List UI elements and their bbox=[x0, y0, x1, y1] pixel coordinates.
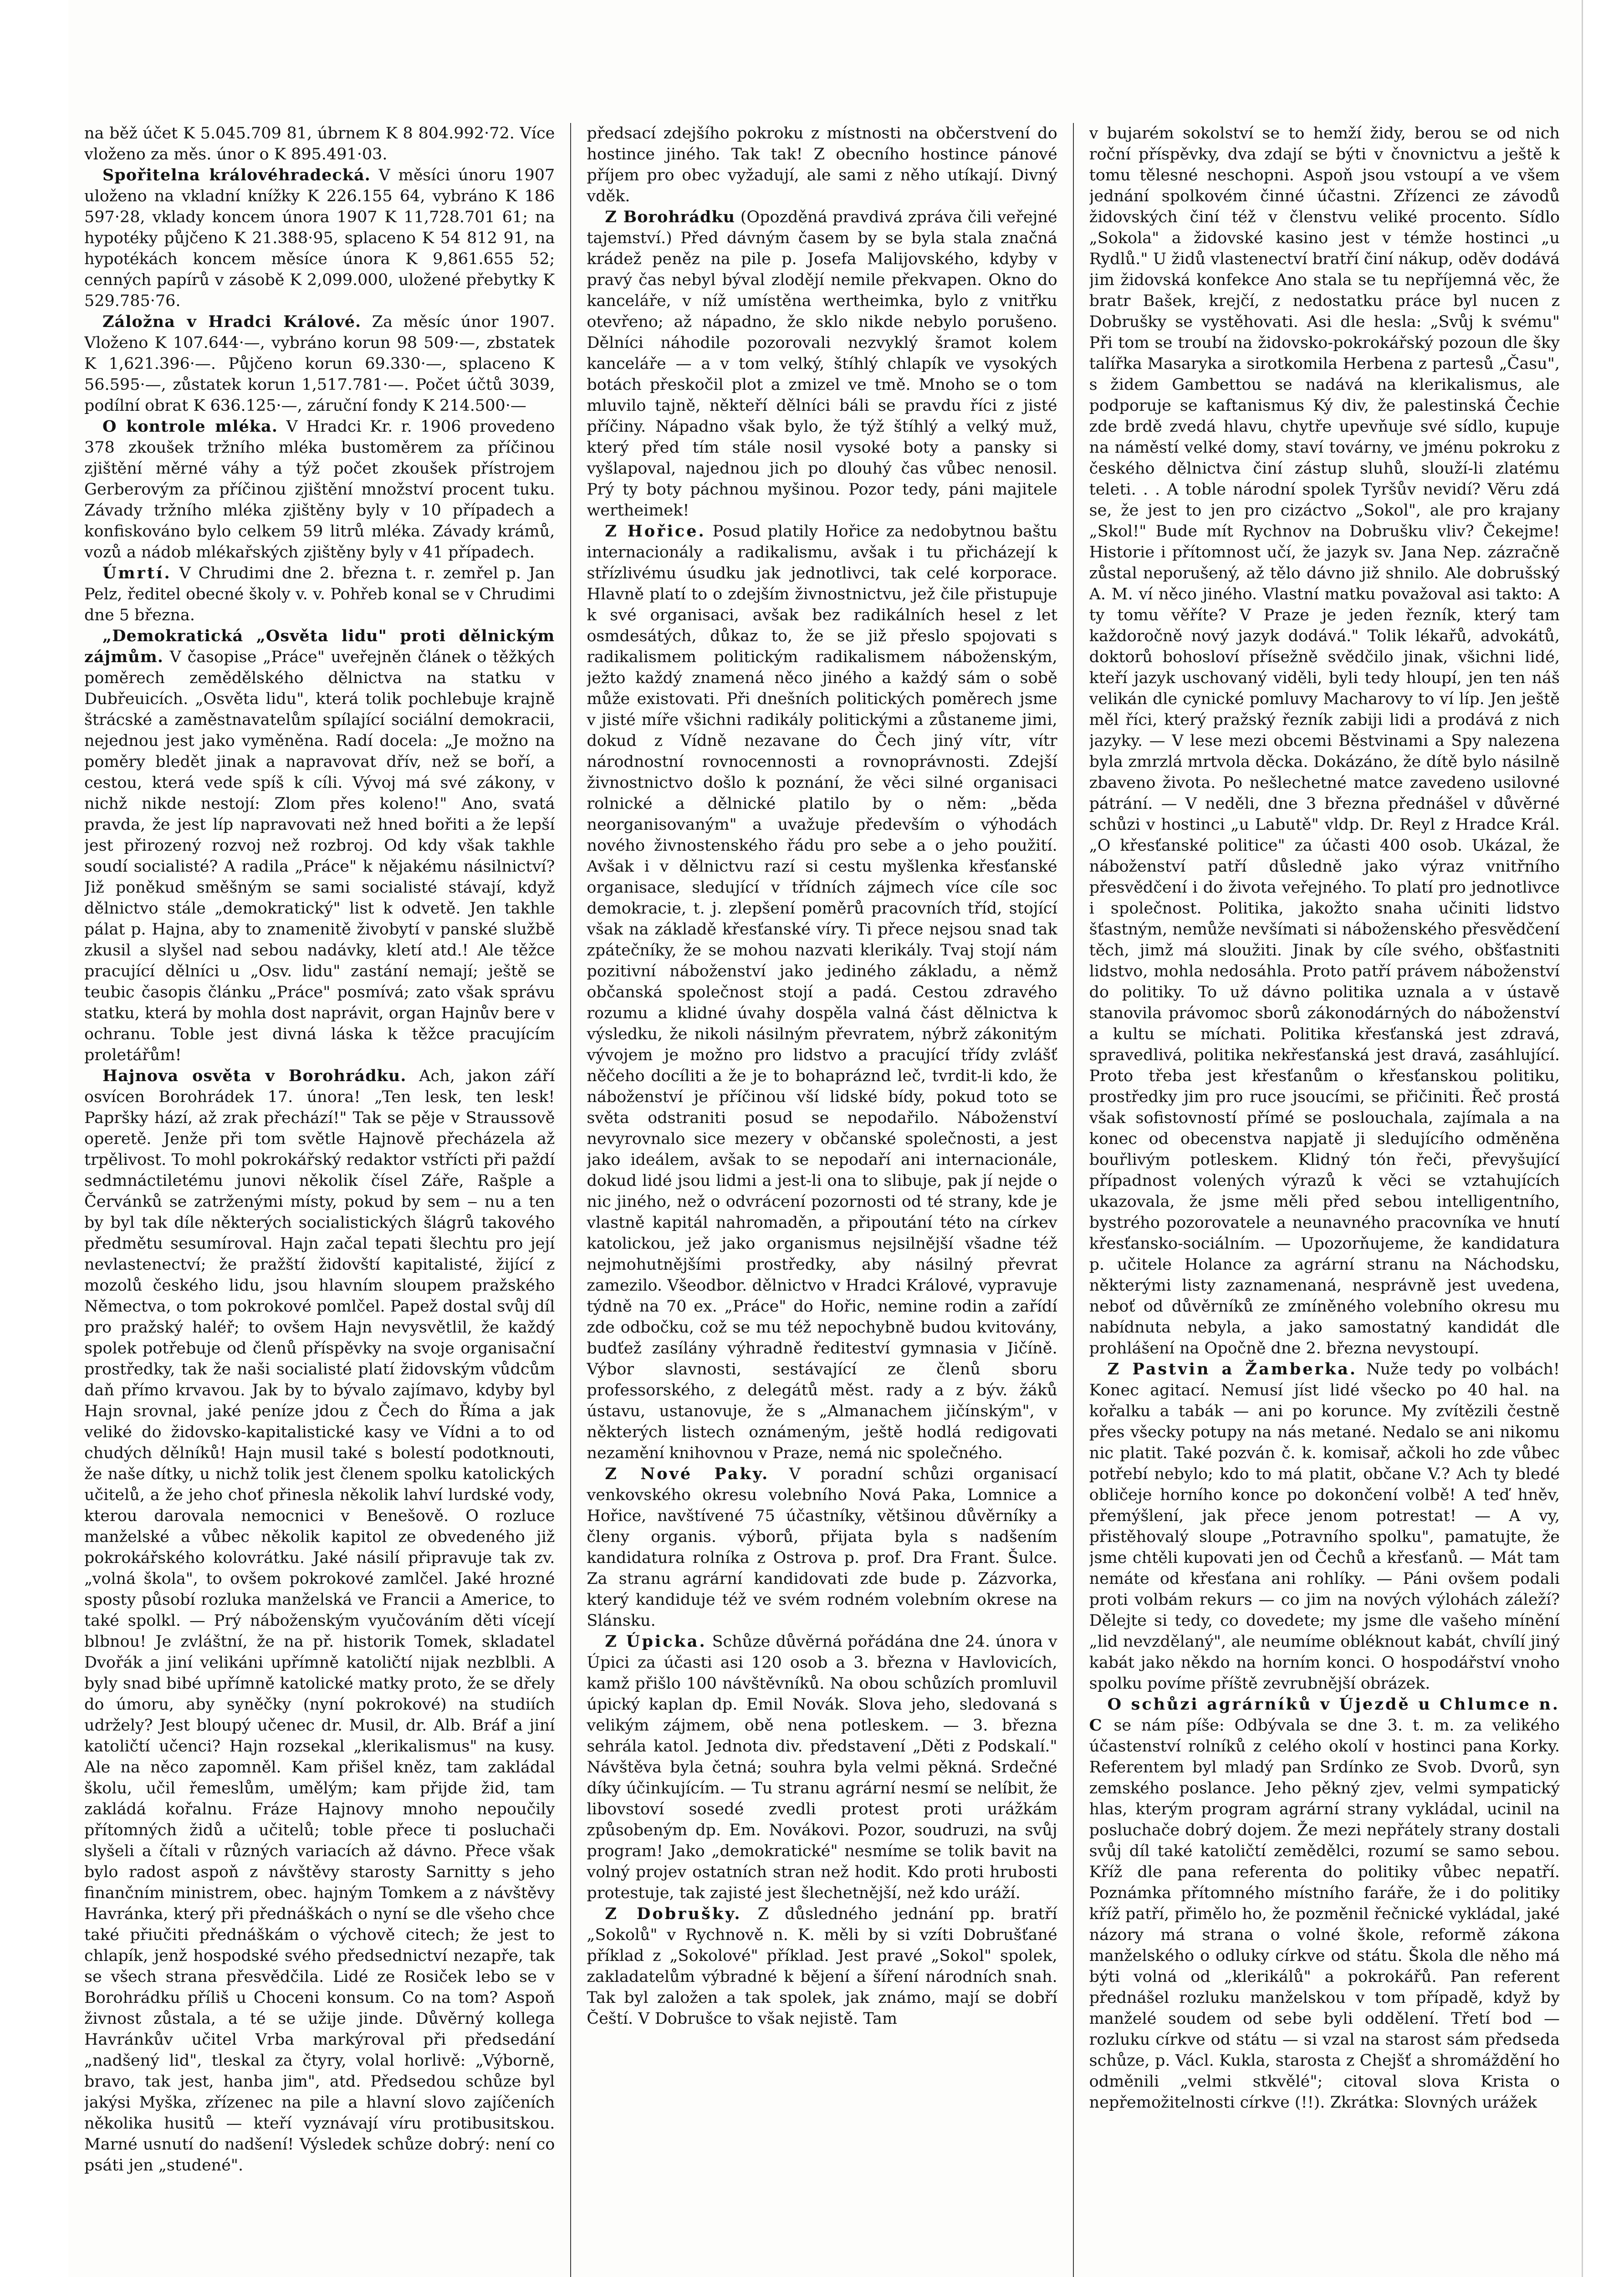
article-heading: O schůzi agrárníků v Újezdě u Chlumce n. C bbox=[1089, 1695, 1560, 1735]
article-paragraph bbox=[587, 1904, 1057, 2029]
article-heading: Z Pastvin a Žamberka. bbox=[1107, 1360, 1358, 1378]
article-heading: Spořitelna královéhradecká. bbox=[102, 166, 371, 184]
paragraph-text: Schůze důvěrná pořádána dne 24. února v Úpici za účasti asi 120 osob a 3. března v Havlovicích, kamž přišlo 100 návštěvníků. Na obou schůzích promluvil úpický kaplan dp. Emil Novák. Slova jeho, sledovaná s velikým zájmem, obě nena potleskem. — 3. března sehrála katol. Jednota div. představení „Děti z Podskalí." Návštěva byla četná; souhra byla velmi pěkná. Srdečné díky účinkujícím. — Tu stranu agrární nesmí se nelíbit, že libovstoví sosedé zvedli protest proti urážkám způsobeným dp. Em. Novákovi. Pozor, soudruzi, na svůj program! Jako „demokratické" nesmíme se tolik bavit na volný projev ostatních stran než hodit. Kdo proti hrubosti protestuje, tak zajisté jest šlechetnější, než kdo uráží. bbox=[587, 1633, 1057, 1902]
column-rule bbox=[570, 123, 571, 2277]
article-paragraph bbox=[1089, 1359, 1560, 1694]
paragraph-text: (Opozděná pravdivá zpráva čili veřejné tajemství.) Před dávným časem by se byla stala značná krádež peněz na pile p. Josefa Malijovského, kdyby v pravý čas nebyl býval zlodějí nemile překvapen. Okno do kanceláře, v níž umístěna wertheimka, bylo z vnitřku otevřeno; až nápadno, že sklo nikde nebylo porušeno. Dělníci náhodile pozorovali nezvyklý šramot kolem kanceláře — a v tom velký, štíhlý chlapík ve vysokých botách přeskočil plot a zmizel ve tmě. Mnoho se o tom mluvilo tajně, někteří dělníci báli se pravdu říci z jisté příčiny. Nápadno však bylo, že týž štíhlý a velký muž, který před tím stále nosil vysoké boty a pansky si vyšlapoval, najednou jich po dlouhý čas vůbec nenosil. Prý ty boty páchnou myšinou. Pozor tedy, páni majitele wertheimek! bbox=[587, 208, 1057, 520]
article-heading: Z Úpicka. bbox=[605, 1632, 707, 1651]
paragraph-text: na běž účet K 5.045.709 81, úbrnem K 8 804.992·72. Více vloženo za měs. únor o K 895.491·03. bbox=[84, 124, 555, 163]
paragraph-text: V měsíci únoru 1907 uloženo na vkladní knížky K 226.155 64, vybráno K 186 597·28, vklady koncem února 1907 K 11,728.701 61; na hypotéky půjčeno K 21.388·95, splaceno K 54 812 91, na hypotékách koncem měsíce února K 9,861.655 52; cenných papírů v zásobě K 2,099.000, uložené přebytky K 529.785·76. bbox=[84, 166, 555, 310]
article-paragraph bbox=[84, 563, 555, 626]
article-heading: „Demokratická „Osvěta lidu" proti dělnickým zájmům. bbox=[84, 627, 555, 666]
paragraph-text: V Chrudimi dne 2. března t. r. zemřel p. Jan Pelz, ředitel obecné školy v. v. Pohřeb konal se v Chrudimi dne 5 března. bbox=[84, 564, 555, 624]
article-paragraph bbox=[84, 1066, 555, 2176]
article-paragraph bbox=[587, 1631, 1057, 1904]
paragraph-text: Ach, jakon září osvícen Borohrádek 17. února! „Ten lesk, ten lesk! Papršky hází, až zrak přechází!" Tak se pěje v Straussově operetě. Jenže při tom světle Hajnově přecházela až trpělivost. To mohl pokrokářský redaktor vstřícti při paždí sedmnáctiletému junovi několik čísel Záře, Rašple a Červánků se zatrženými místy, pokud by sem ‒ nu a ten by byl tak díle některých socialistických šlágrů takového předmětu sesumíroval. Hajn začal tepati šlechtu pro její nevlastenectví; že pražští židovští kapitalisté, žijící z mozolů českého lidu, jsou hlavním sloupem pražského Němectva, o tom pokrokové pomlčel. Papež dostal svůj díl pro pražský haléř; to ovšem Hajn nevysvětlil, že každý spolek potřebuje od členů příspěvky na svoje organisační prostředky, tak že naši socialisté platí židovským vůdcům daň přímo krvavou. Jak by to bývalo zajímavo, kdyby byl Hajn srovnal, jaké peníze jdou z Čech do Říma a jak veliké do židovsko-kapitalistické kasy ve Vídni a to od chudých dělníků! Hajn musil také s bolestí podotknouti, že naše dítky, u nichž tolik jest členem spolku katolických učitelů, a že jeho choť přinesla několik lahví lurdské vody, kterou darovala nemocnici v Benešově. O rozluce manželské a vůbec několik kapitol ze obvedeného již pokrokářského kolovrátku. Jaké násilí připravuje tak zv. „volná škola", to ovšem pokrokové zamlčel. Jaké hrozné sposty působí rozluka manželská ve Francii a Americe, to také spolkl. — Prý náboženským vyučováním děti vícejí blbnou! Je zvláštní, že na př. historik Tomek, skladatel Dvořák a jiní velikáni upřímně katoličtí nijak nezblbli. A byly snad bibé upřímně katolické matky proto, že se dřely do úmoru, aby syněčky (nyní pokrokové) na studiích udržely? Jest bloupý učenec dr. Musil, dr. Alb. Bráf a jiní katoličtí učenci? Hajn rozsekal „klerikalismus" na kusy. Ale na něco zapomněl. Kam přišel kněz, tam zakládal školu, učil řemeslům, umělým; kam přijde žid, tam zakládá kořalnu. Fráze Hajnovy mnoho nepoučily přítomných židů a učitelů; toble přece ti posluchači slyšeli a čítali v různých variacích až dávno. Přece však bylo radost aspoň z návštěvy starosty Sarnitty s jeho finančním ministrem, obec. hajným Tomkem a z návštěvy Havránka, který při přednáškách o nyní se dle všeho chce také přiučiti přednáškám o výchově citech; že jest to chlapík, jenž hospodské svého předsednictví nezapře, tak se všech strana přesvědčila. Lidé ze Rosiček lebo se v Borohrádku příliš u Choceni konsum. Co na tom? Aspoň živnost zůstala, a té se užije jinde. Důvěrný kollega Havránkův učitel Vrba markýroval při předsedání „nadšený lid", tleskal za čtyry, volal horlivě: „Výborně, bravo, tak jest, hanba jim", atd. Předsedou schůze byl jakýsi Myška, zřízenec na pile a hlavní slovo zajíčeních několika husitů — kteří vyznávají víru protibusitskou. Marné usnutí do nadšení! Výsledek schůze dobrý: není co psáti jen „studené". bbox=[84, 1067, 555, 2175]
paragraph-text: V časopise „Práce" uveřejněn článek o těžkých poměrech zemědělského dělnictva na statku v Dubřeuicích. „Osvěta lidu", která tolik pochlebuje krajně štrácské a zaměstnavatelům spílající sociální demokracii, nejednou jest jako vyměněna. Radí docela: „Je možno na poměry bledět jinak a napravovat dřív, než se boří, a cestou, která vede spíš k cíli. Vývoj má své zákony, v nichž nikde nestojí: Zlom přes koleno!" Ano, svatá pravda, že jest líp napravovati než hned bořiti a že lepší jest přirozený rozvoj než rozbroj. Od kdy však takhle soudí socialisté? A radila „Práce" k nějakému násilnictví? Již poněkud směšným se sami socialisté stávají, když dělnictvo stále „demokratický" list k odvetě. Jen takhle pálat p. Hajna, aby to znamenitě živobytí v panské službě zkusil a slyšel nad sebou nadávky, kletí atd.! Ale těžce pracující dělníci u „Osv. lidu" zastání nemají; ještě se teubic časopis článku „Práce" posmívá; zato však správu statku, která by mohla dost naprávit, organ Hajnův bere v ochranu. Toble jest divná láska k těžce pracujícím proletářům! bbox=[84, 648, 555, 1064]
article-paragraph bbox=[84, 626, 555, 1066]
article-paragraph bbox=[1089, 1694, 1560, 2113]
paragraph-text: v bujarém sokolství se to hemží židy, berou se od nich roční příspěvky, dva zdají se býti v čnovnictvu a ještě k tomu tělesné neschopni. Aspoň jsou vstoupí a ve všem jednání spolkovém činné účastni. Zřízenci ze závodů židovských činí též v členstvu veliké procento. Sídlo „Sokola" a židovské kasino jest v témže hostinci „u Rydlů." U židů vlastenectví bratří činí nákup, oděv dodává jim židovská konfekce Ano stala se tu nepříjemná věc, že bratr Bašek, krejčí, z nedostatku práce byl nucen z Dobrušky se vystěhovati. Asi dle hesla: „Svůj k svému" Při tom se troubí na židovsko-pokrokářský pozoun dle šky talířka Masaryka a sirotkomila Herbena z partesů „Času", s židem Gambettou se nadává na klerikalismus, ale podporuje se kaftanismus Ký div, že palestinská Čechie zde brdě zvedá hlavu, chytře upevňuje své sídlo, kupuje na náměstí velké domy, staví továrny, ve jménu pokroku z českého dělnictva činí zástup sluhů, slouží-li zlatému teleti. . . A toble národní spolek Tyršův nevidí? Věru zdá se, že jest to jen pro cizáctvo „Sokol", ale pro krajany „Skol!" Bude mít Rychnov na Dobrušku vliv? Čekejme! Historie i přítomnost učí, že jazyk sv. Jana Nep. zázračně zůstal neporušený, až tělo dávno již shnilo. Ale dobrušský A. M. ví něco jiného. Vlastní matku považoval asi takto: A ty tomu věříte? V Praze je jeden řezník, který tam každoročně nový jazyk dodává." Tolik lékařů, advokátů, doktorů bohosloví přísežně svědčilo jinak, všichni lidé, kteří jazyk uschovaný viděli, byli tedy hloupí, jen ten náš velikán dle cynické pomluvy Macharovy to ví líp. Jen ještě měl říci, který pražský řezník zabiji lidi a prodává z nich jazyky. — V lese mezi obcemi Běstvinami a Spy nalezena byla zmrzlá mrtvola děcka. Dokázáno, že dítě bylo násilně zbaveno života. Po nešlechetné matce zavedeno usilovné pátrání. — V neděli, dne 3 března přednášel v důvěrné schůzi v hostinci „u Labutě" vldp. Dr. Reyl z Hradce Král. „O křesťanské politice" za účasti 400 osob. Ukázal, že náboženství patří důsledně jako výraz vnitřního přesvědčení i do života veřejného. To platí pro jednotlivce i společnost. Politika, jakožto snaha učiniti lidstvo šťastným, nemůže nevšímati si náboženského přesvědčení těch, jimž má sloužiti. Jinak by cíle svého, obšťastniti lidstvo, mohla nedosáhla. Proto patří právem náboženství do politiky. To už dávno politika uznala a v ústavě stanovila právomoc sborů zákonodárných do náboženství a kultu se míchati. Politika křesťanská jest zdravá, spravedlivá, politika nekřesťanská jest dravá, zasáhlující. Proto třeba jest křesťanům o křesťanskou politiku, prostředky jim pro ruce jsoucími, se přičiniti. Řeč prostá však sofistovností přímé se poslouchala, zajímala a na konec od obecenstva napjatě ji sledujícího odměněna bouřlivým potleskem. Klidný tón řeči, převyšující případnost volených výrazů k věci se vztahujících ukazovala, že jsme měli před sebou intelligentního, bystrého pozorovatele a neunavného pracovníka ve hnutí křesťansko-sociálním. — Upozorňujeme, že kandidatura p. učitele Holance za agrární stranu na Náchodsku, některými listy zaznamenaná, nesprávně jest uvedena, neboť od důvěrníků ze zmíněného volebního okresu mu nabídnuta nebyla, a jako samostatný kandidát dle prohlášení na Opočně dne 2. března nevystoupí. bbox=[1089, 124, 1560, 1358]
column-1 bbox=[84, 123, 555, 2277]
article-paragraph bbox=[587, 207, 1057, 521]
paragraph-text: Nuže tedy po volbách! Konec agitací. Nemusí jíst lidé všecko po 40 hal. na kořalku a tabák — ani po korunce. My zvítězili čestně přes všecky potupy na nás metané. Nedalo se ani nikomu nic platit. Také pozván č. k. komisař, ačkoli ho zde vůbec potřebí nebylo; kdo to má platit, občane V.? Ach ty bledé obličeje horního konce po dokončení volbě! A teď hněv, přemýšlení, jak přece jenom potrestat! — A vy, přistěhovalý sloupe „Potravního spolku", pamatujte, že jsme chtěli kupovati jen od Čechů a křesťanů. — Mát tam nemáte od křesťana ani rohlíky. — Páni ovšem podali proti volbám rekurs — co jim na nových výlohách záleží? Dělejte si tedy, co dovedete; my jsme dle vašeho mínění „lid nevzdělaný", ale neumíme obléknout kabát, chvílí jiný kabát jako někdo na horním konci. O hospodářství vnoho spolku povíme příště zevrubnější obrázek. bbox=[1089, 1360, 1560, 1693]
article-heading: Úmrtí. bbox=[102, 564, 172, 582]
column-rule bbox=[1073, 123, 1074, 2277]
column-3 bbox=[1089, 123, 1560, 2277]
article-paragraph bbox=[587, 123, 1057, 207]
article-heading: Z Dobrušky. bbox=[605, 1904, 742, 1923]
text-columns bbox=[84, 123, 1560, 2277]
article-heading: Záložna v Hradci Králové. bbox=[102, 312, 362, 331]
paragraph-text: Za měsíc únor 1907. Vloženo K 107.644·—, vybráno korun 98 509·—, zbstatek K 1,621.396·—. Půjčeno korun 69.330·—, splaceno K 56.595·—, zůstatek korun 1,517.781·—. Počet účtů 3039, podílní obrat K 636.125·—, záruční fondy K 214.500·— bbox=[84, 313, 555, 415]
paragraph-text: Posud platily Hořice za nedobytnou baštu internacionály a radikalismu, avšak i tu přicházejí k střízlivému úsudku jak jednotlivci, tak celé korporace. Hlavně platí to o zdejším živnostnictvu, jež čile přistupuje k své organisaci, avšak bez radikálních hesel z let osmdesátých, důkaz to, že se již přeslo spojovati s radikalismem politickým radikalismem náboženským, ježto každý znamená něco jiného a každý sám o sobě může existovati. Při dnešních politických poměrech jsme v jisté míře všichni radikály politickými a zůstaneme jimi, dokud z Vídně nezavane do Čech jiný vítr, vítr národnostní rovnocennosti a rovnoprávnosti. Zdejší živnostnictvo došlo k poznání, že věci silné organisaci rolnické a dělnické platilo by o něm: „běda neorganisovaným" a uvažuje především o výhodách nového živnostenského řádu pro sebe a o jeho použití. Avšak i v dělnictvu razí si cestu myšlenka křesťanské organisace, sledující v třídních zájmech více cíle soc demokracie, t. j. zlepšení poměrů pracovních tříd, stojící však na základě křesťanské víry. Ti přece nejsou snad tak zpátečníky, že se mohou nazvati klerikály. Tvaj stojí nám pozitivní náboženství jako jediného základu, a němž občanská společnost stojí a padá. Cestou zdravého rozumu a klidné úvahy dospěla valná část dělnictva k výsledku, že nikoli násilným převratem, nýbrž zákonitým vývojem je možno pro lidstvo a pracující třídy zvlášť něčeho docíliti a že je to bohapráznd leč, tvrdit-li kdo, že náboženství je příčinou vší lidské bídy, pokud toto se světa odstraniti posud se nepodařilo. Náboženství nevyrovnalo sice mezery v občanské společnosti, a jest jako ideálem, avšak to se nepodaří ani internacionále, dokud lidé jsou lidmi a jest-li ona to slibuje, pak jí nejde o nic jiného, než o odvrácení pozornosti od té strany, kde je vlastně kapitál nahromaděn, a připoutání této na církev katolickou, jež jako organismus nejsilnější všadne též nejmohutnějšími prostředky, aby násilný převrat zamezilo. Všeodbor. dělnictvo v Hradci Králové, vypravuje týdně na 70 ex. „Práce" do Hořic, nemine rodin a zařídí zde odbočku, což se mu též nepochybně budou kvitovány, budťež zasílány výhradně řediteství gymnasia v Jičíně. Výbor slavnosti, sestávající ze členů sboru professorského, z delegátů měst. rady a z býv. žáků ústavu, ustanovuje, že s „Almanachem jičínským", v některých listech oznámeným, ještě hodlá redigovati nezamění knihovnou v Praze, nemá nic společného. bbox=[587, 522, 1057, 1462]
paragraph-text: V poradní schůzi organisací venkovského okresu volebního Nová Paka, Lomnice a Hořice, navštívené 75 účastníky, většinou důvěrníky a členy organis. výborů, přijata byla s nadšením kandidatura rolníka z Ostrova p. prof. Dra Frant. Šulce. Za stranu agrární kandidovati zde bude p. Zázvorka, který kandiduje též ve svém rodném volebním okrese na Slánsku. bbox=[587, 1465, 1057, 1630]
article-heading: Hajnova osvěta v Borohrádku. bbox=[102, 1067, 407, 1085]
article-paragraph bbox=[84, 123, 555, 165]
paragraph-text: předsací zdejšího pokroku z místnosti na občerstvení do hostince jiného. Tak tak! Z obecního hostince pánové příjem pro obec vyžadují, ale sami z něho utíkají. Divný vděk. bbox=[587, 124, 1057, 205]
article-heading: Z Hořice. bbox=[605, 522, 706, 541]
article-heading: Z Nové Paky. bbox=[605, 1465, 770, 1483]
paragraph-text: V Hradci Kr. r. 1906 provedeno 378 zkoušek tržního mléka bustoměrem za příčinou zjištění měrné váhy a týž počet zkoušek přístrojem Gerberovým za příčinou zjištění množství procent tuku. Závady tržního mléka zjištěny byly v 10 případech a konfiskováno bylo celkem 59 litrů mléka. Závady krámů, vozů a nádob mlékařských zjištěny byly v 41 případech. bbox=[84, 418, 555, 562]
left-margin bbox=[0, 0, 68, 2277]
column-2 bbox=[587, 123, 1057, 2277]
article-heading: Z Borohrádku bbox=[605, 208, 735, 226]
paragraph-text: se nám píše: Odbývala se dne 3. t. m. za velikého účastenství rolníků z celého okolí v hostinci pana Korky. Referentem byl mladý pan Srdínko ze Svob. Dvorů, syn zemského poslance. Jeho pěkný zjev, velmi sympatický hlas, kterým program agrární strany vykládal, ucinil na posluchače dobrý dojem. Že mezi nepřátely strany dostali svůj díl také katoličtí zemědělci, rozumí se samo sebou. Kříž dle pana referenta do politiky vůbec nepatří. Poznámka přítomného místního faráře, že i do politiky kříž patří, přimělo ho, že pozměnil řečnické vykládal, jaké názory má strana o volné škole, reformě zákona manželského o odluky církve od státu. Škola dle něho má býti volná od „klerikálů" a pokrokářů. Pan referent přednášel rozluku manželskou v tom případě, když by manželé soudem od sebe byli oddělení. Třetí bod — rozluku církve od státu — si vzal na starost sám předseda schůze, p. Václ. Kukla, starosta z Chejšť a shromáždění ho odměnili „velmi stkvělé"; citoval slova Krista o nepřemožitelnosti církve (!!). Zkrátka: Slovných urážek bbox=[1089, 1716, 1560, 2112]
article-paragraph bbox=[1089, 123, 1560, 1359]
article-paragraph bbox=[587, 521, 1057, 1464]
article-paragraph bbox=[84, 165, 555, 311]
article-paragraph bbox=[84, 311, 555, 416]
article-heading: O kontrole mléka. bbox=[102, 417, 278, 436]
article-paragraph bbox=[587, 1464, 1057, 1631]
right-margin bbox=[1582, 0, 1624, 2277]
article-paragraph bbox=[84, 416, 555, 563]
paragraph-text: Z důsledného jednání pp. bratří „Sokolů" v Rychnově n. K. měli by si vzíti Dobrušťané příklad z „Sokolové" příklad. Jest pravé „Sokol" spolek, zakladatelům výbradné k bějení a šíření národních snah. Tak byl založen a tak spolek, jak známo, mají se dobří Čeští. V Dobrušce to však nejistě. Tam bbox=[587, 1905, 1057, 2028]
